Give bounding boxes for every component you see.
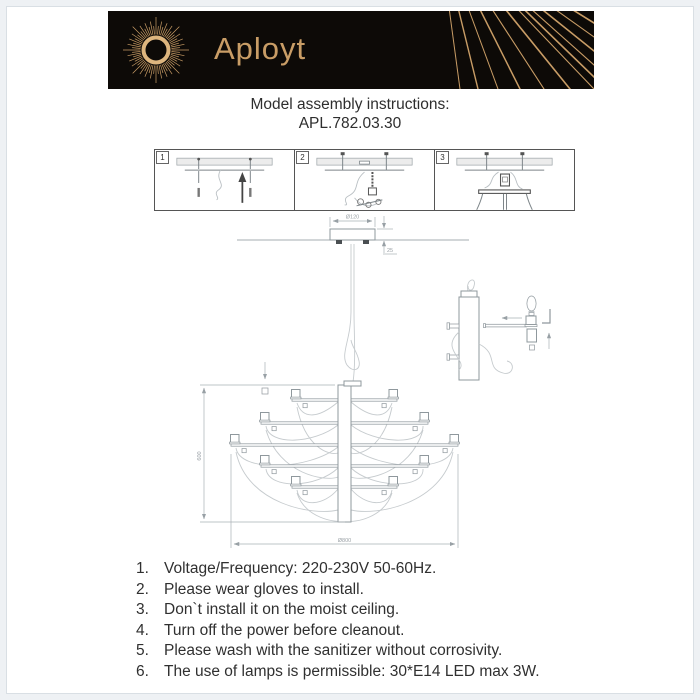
step-box-1 [154, 149, 295, 211]
step-box-3 [434, 149, 575, 211]
step-2-diagram [295, 150, 434, 210]
instruction-item: 6. The use of lamps is permissible: 30*E14 LED max 3W. [136, 662, 540, 680]
svg-text:Ø800: Ø800 [337, 538, 352, 544]
bulb-icon [527, 296, 536, 311]
assembly-detail-inset [447, 280, 550, 380]
instruction-page [6, 6, 694, 694]
instructions-list [136, 559, 606, 682]
ceiling-canopy [237, 229, 469, 244]
page-title [7, 95, 693, 133]
corner-rays-icon [438, 11, 594, 89]
instruction-item: 2. Please wear gloves to install. [136, 580, 364, 598]
model-number: APL.782.03.30 [298, 115, 402, 132]
sunburst-logo-icon [123, 17, 189, 83]
screw-down-arrow [262, 362, 268, 394]
instruction-item: 4. Turn off the power before cleanout. [136, 621, 405, 639]
step-1-diagram [155, 150, 294, 210]
dim-fixture-height [197, 385, 345, 522]
instruction-item: 1. Voltage/Frequency: 220-230V 50-60Hz. [136, 560, 437, 577]
svg-text:25: 25 [386, 248, 394, 254]
svg-text:600: 600 [197, 451, 203, 461]
banner-graphics [108, 11, 594, 89]
step-3-diagram [435, 150, 574, 210]
chandelier-technical-drawing [107, 212, 607, 557]
step-box-2 [294, 149, 435, 211]
dim-canopy-height [377, 216, 397, 254]
canopy-plate [479, 190, 531, 193]
step-number: 1 [156, 151, 169, 164]
dim-canopy-diameter [330, 215, 375, 228]
suspension-wire [345, 244, 360, 382]
sunburst-ring [144, 38, 169, 63]
svg-text:Ø120: Ø120 [345, 214, 360, 221]
title-line: Model assembly instructions: [250, 96, 450, 113]
assembly-steps-row [154, 149, 575, 211]
brand-name: Aployt [214, 31, 307, 66]
instruction-item: 5. Please wash with the sanitizer without corrosivity. [136, 642, 503, 659]
step-number: 2 [296, 151, 309, 164]
instruction-item: 3. Don`t install it on the moist ceiling. [136, 601, 400, 618]
step-number: 3 [436, 151, 449, 164]
brand-banner [108, 11, 594, 89]
